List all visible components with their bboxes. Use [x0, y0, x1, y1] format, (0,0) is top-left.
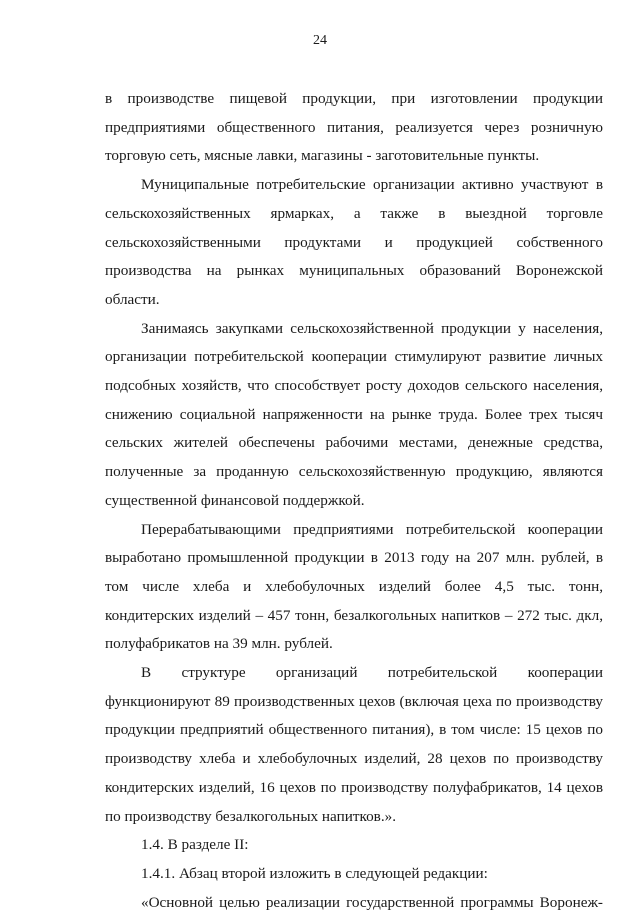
paragraph-4: Перерабатывающими предприятиями потребительской кооперации выработано промышленной продукции в 2013 году на 207 млн. рублей, в том числе хлеба и хлебобулочных изделий более 4,5 тыс. тонн, кондитерских изделий – 457 тонн, безалкогольных напитков – 272 тыс. дкл, полуфабрикатов на 39 млн. рублей. — [105, 520, 603, 653]
section-heading: 1.4. В разделе II: — [141, 836, 249, 854]
paragraph-3: Занимаясь закупками сельскохозяйственной продукции у населения, организации потребительской кооперации стимулируют развитие личных подсобных хозяйств, что способствует росту доходов сельского населения, снижению социальной напряженности на рынке труда. Более трех тысяч сельских жителей обеспечены рабочими местами, денежные средства, полученные за проданную сельскохозяйственную продукцию, являются существенной финансовой поддержкой. — [105, 319, 603, 509]
document-body — [105, 85, 603, 917]
paragraph-2: Муниципальные потребительские организации активно участвуют в сельскохозяйственных ярмарках, а также в выездной торговле сельскохозяйственными продуктами и продукцией собственного производства на рынках муниципальных образований Воронежской области. — [105, 176, 603, 308]
quote-paragraph: «Основной целью реализации государственной программы Воронеж- — [141, 893, 603, 911]
section-subheading: 1.4.1. Абзац второй изложить в следующей редакции: — [141, 864, 488, 882]
paragraph-1: в производстве пищевой продукции, при изготовлении продукции предприятиями общественного питания, реализуется через розничную торговую сеть, мясные лавки, магазины - заготовительные пункты. — [105, 90, 603, 165]
paragraph-5: В структуре организаций потребительской кооперации функционируют 89 производственных цехов (включая цеха по производству продукции предприятий общественного питания), в том числе: 15 цехов по производству хлеба и хлебобулочных изделий, 28 цехов по производству кондитерских изделий, 16 цехов по производству полуфабрикатов, 14 цехов по производству безалкогольных напитков.». — [105, 664, 603, 825]
page-number: 24 — [313, 33, 327, 48]
